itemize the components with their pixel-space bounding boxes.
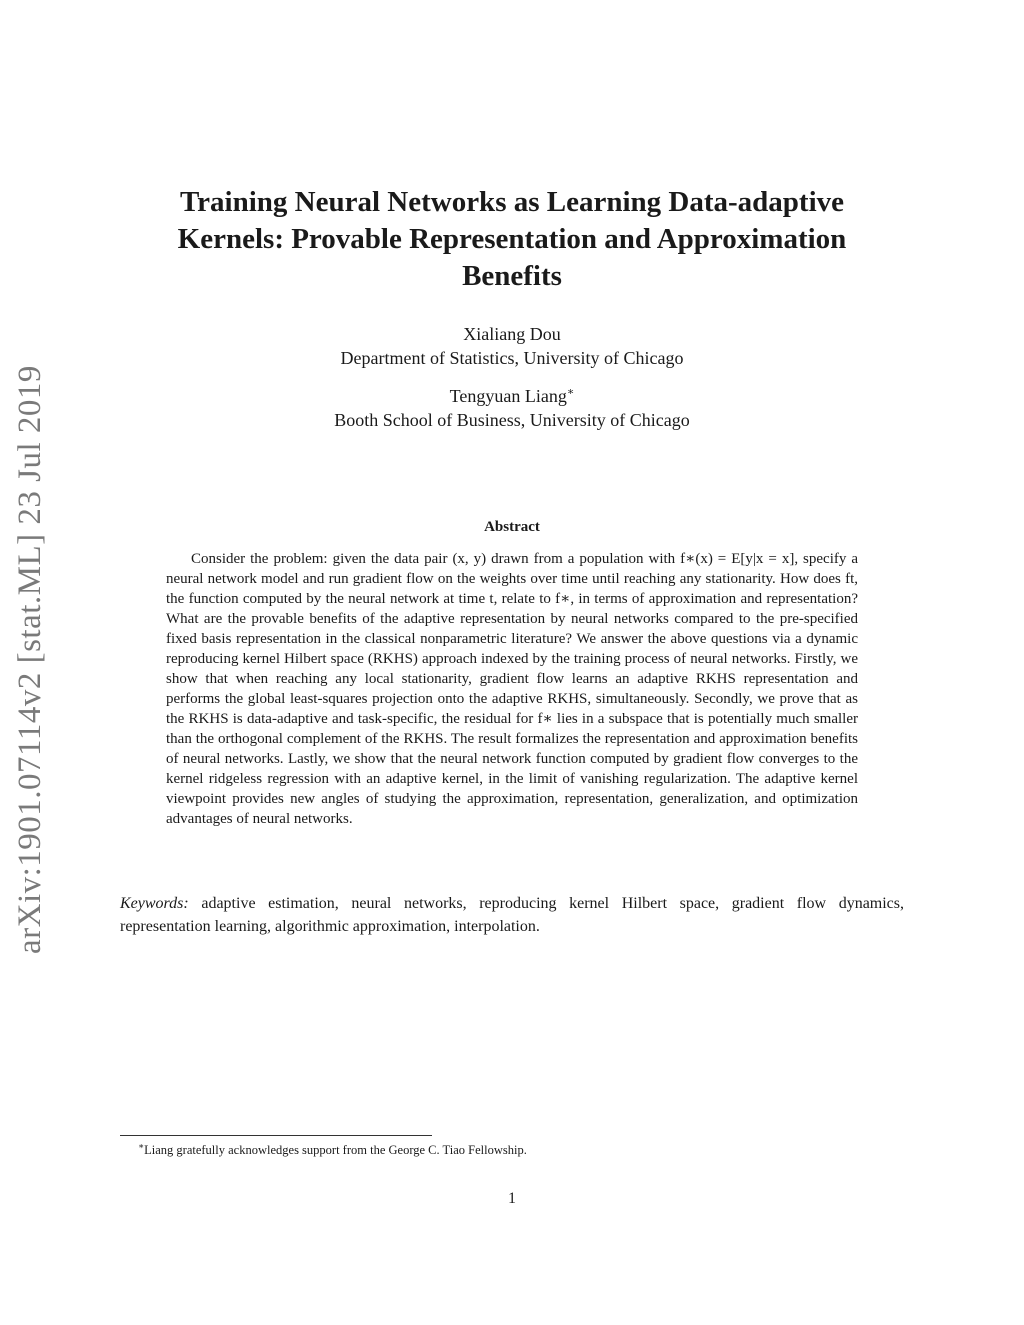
title-line-3: Benefits [462, 260, 562, 292]
author-1 [200, 322, 824, 370]
title-line-1: Training Neural Networks as Learning Data-adaptive [179, 186, 845, 218]
keywords-label: Keywords: [120, 895, 189, 912]
abstract-heading: Abstract [484, 519, 540, 535]
footnote-text: Liang gratefully acknowledges support from the George C. Tiao Fellowship. [144, 1143, 527, 1158]
keywords [120, 892, 904, 938]
title-line-2: Kernels: Provable Representation and Approximation [177, 223, 847, 255]
author-name: Tengyuan Liang [449, 386, 567, 406]
author-list [200, 322, 824, 442]
author-footnote-marker: ∗ [566, 386, 575, 398]
author-name: Xialiang Dou [463, 324, 561, 344]
arxiv-identifier-stamp: arXiv:1901.07114v2 [stat.ML] 23 Jul 2019 [12, 365, 48, 955]
footnote-divider [120, 1135, 432, 1136]
footnote-marker: ∗ [138, 1141, 145, 1151]
author-affiliation: Department of Statistics, University of Chicago [340, 348, 684, 368]
author-affiliation: Booth School of Business, University of Chicago [334, 410, 690, 430]
page-number: 1 [508, 1190, 516, 1207]
abstract-text: Consider the problem: given the data pair (x, y) drawn from a population with f∗(x) = E[y|x = x], specify a neural network model and run gradient flow on the weights over time until reaching any stationarity. How does ft, the function computed by the neural network at time t, relate to f∗, in terms of approximation and representation? What are the provable benefits of the adaptive representation by neural networks compared to the pre-specified fixed basis representation in the classical nonparametric literature? We answer the above questions via a dynamic reproducing kernel Hilbert space (RKHS) approach indexed by the training process of neural networks. Firstly, we show that when reaching any local stationarity, gradient flow learns an adaptive RKHS representation and performs the global least-squares projection onto the adaptive RKHS, simultaneously. Secondly, we prove that as the RKHS is data-adaptive and task-specific, the residual for f∗ lies in a subspace that is potentially much smaller than the orthogonal complement of the RKHS. The result formalizes the representation and approximation benefits of neural networks. Lastly, we show that the neural network function computed by gradient flow converges to the kernel ridgeless regression with an adaptive kernel, in the limit of vanishing regularization. The adaptive kernel viewpoint provides new angles of studying the approximation, representation, generalization, and optimization advantages of neural networks. [166, 551, 858, 827]
keywords-text: adaptive estimation, neural networks, reproducing kernel Hilbert space, gradient flow dynamics, representation learning, algorithmic approximation, interpolation. [120, 895, 905, 935]
footnote [138, 1141, 527, 1158]
author-name-line [200, 380, 824, 408]
author-2 [200, 380, 824, 432]
paper-title [110, 184, 914, 295]
